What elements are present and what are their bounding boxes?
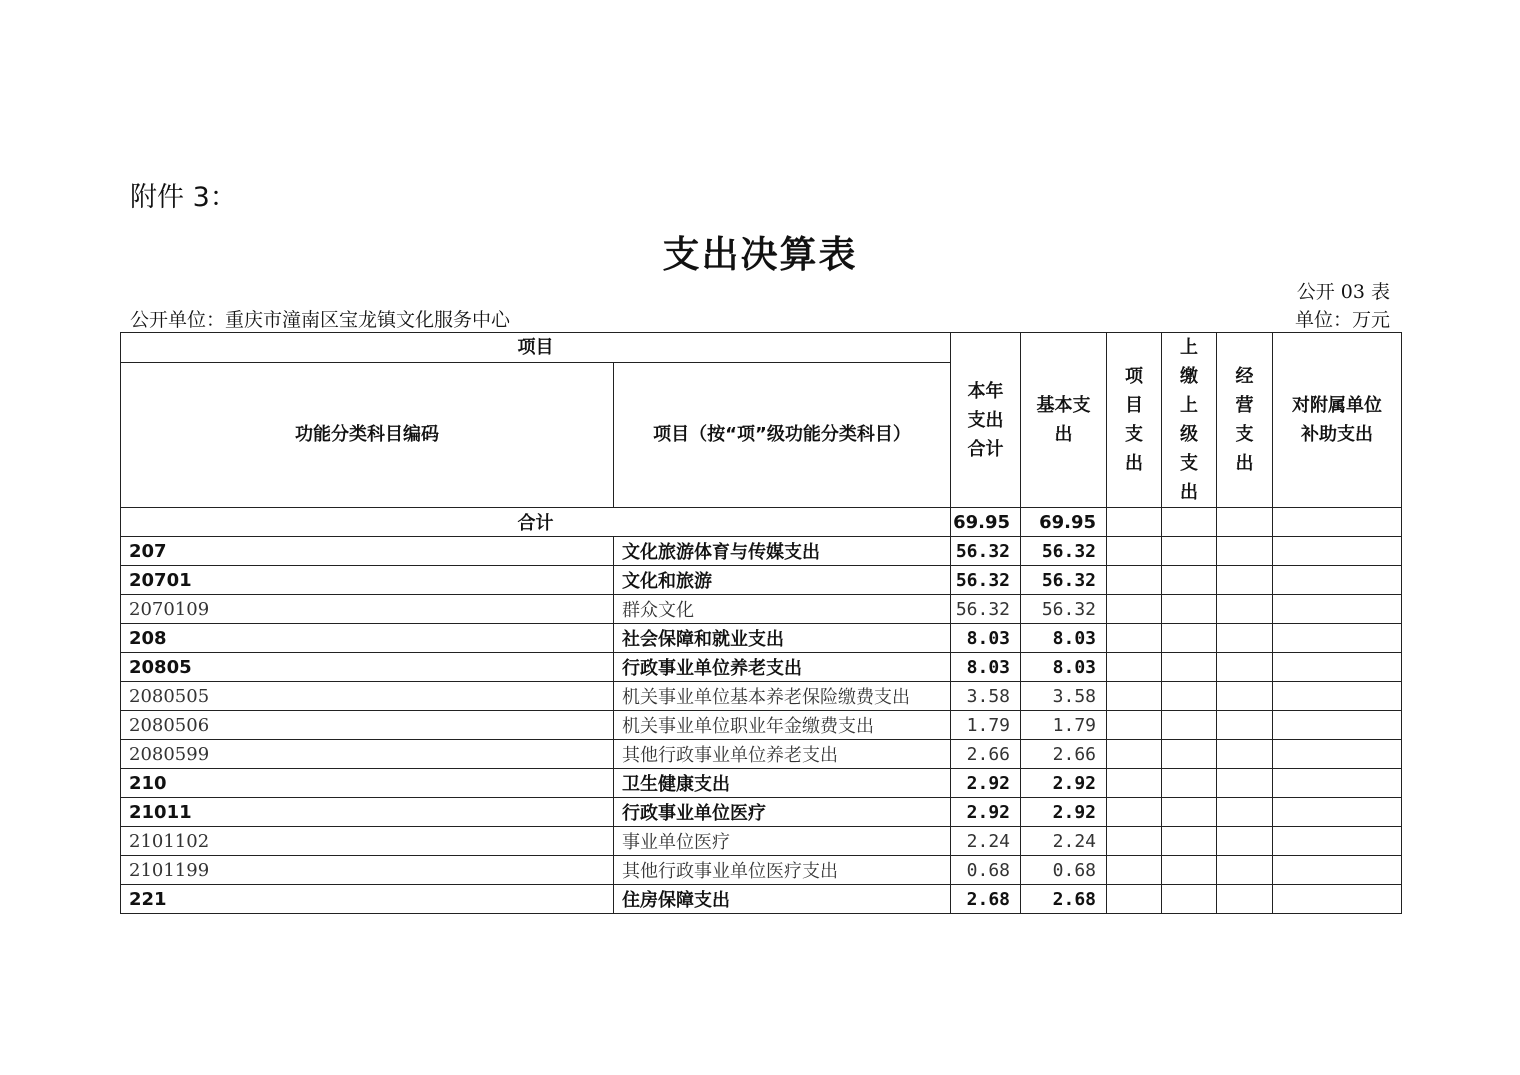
subsidy-amount-cell	[1273, 740, 1402, 769]
remit-amount-cell	[1162, 653, 1217, 682]
subsidy-amount-cell	[1273, 711, 1402, 740]
project-amount-cell	[1107, 711, 1162, 740]
business-amount-cell	[1217, 885, 1273, 914]
item-name-cell: 行政事业单位医疗	[614, 798, 951, 827]
item-name-cell: 行政事业单位养老支出	[614, 653, 951, 682]
basic-amount-cell: 56.32	[1021, 595, 1107, 624]
basic-amount-cell: 8.03	[1021, 624, 1107, 653]
header-business: 经营支出	[1217, 333, 1273, 508]
code-cell: 2080506	[121, 711, 614, 740]
table-row	[121, 682, 1402, 711]
item-name-cell: 社会保障和就业支出	[614, 624, 951, 653]
project-amount-cell	[1107, 595, 1162, 624]
basic-amount-cell: 56.32	[1021, 566, 1107, 595]
code-cell: 2101199	[121, 856, 614, 885]
expenditure-table	[120, 332, 1402, 914]
remit-amount-cell	[1162, 856, 1217, 885]
subsidy-amount-cell	[1273, 769, 1402, 798]
code-cell: 20701	[121, 566, 614, 595]
subsidy-amount-cell	[1273, 537, 1402, 566]
subsidy-amount-cell	[1273, 624, 1402, 653]
project-amount-cell	[1107, 537, 1162, 566]
header-code: 功能分类科目编码	[121, 363, 614, 508]
table-row	[121, 595, 1402, 624]
code-cell: 20805	[121, 653, 614, 682]
table-row	[121, 740, 1402, 769]
reporting-unit: 公开单位：重庆市潼南区宝龙镇文化服务中心	[130, 309, 511, 331]
header-project: 项目支出	[1107, 333, 1162, 508]
table-row	[121, 653, 1402, 682]
currency-unit: 单位：万元	[1294, 309, 1390, 331]
form-number: 公开 03 表	[1296, 281, 1390, 303]
basic-amount-cell: 3.58	[1021, 682, 1107, 711]
item-name-cell: 住房保障支出	[614, 885, 951, 914]
item-name-cell: 卫生健康支出	[614, 769, 951, 798]
project-amount-cell	[1107, 885, 1162, 914]
header-subsidy: 对附属单位补助支出	[1273, 333, 1402, 508]
remit-amount-cell	[1162, 798, 1217, 827]
subsidy-amount-cell	[1273, 798, 1402, 827]
total-amount-cell: 3.58	[951, 682, 1021, 711]
basic-amount-cell: 1.79	[1021, 711, 1107, 740]
code-cell: 2101102	[121, 827, 614, 856]
total-amount-cell: 2.24	[951, 827, 1021, 856]
remit-amount-cell	[1162, 566, 1217, 595]
basic-amount-cell: 2.66	[1021, 740, 1107, 769]
subsidy-amount-cell	[1273, 566, 1402, 595]
code-cell: 221	[121, 885, 614, 914]
total-amount-cell: 2.66	[951, 740, 1021, 769]
header-name: 项目（按“项”级功能分类科目）	[614, 363, 951, 508]
basic-amount-cell: 0.68	[1021, 856, 1107, 885]
basic-amount-cell: 2.92	[1021, 798, 1107, 827]
item-name-cell: 群众文化	[614, 595, 951, 624]
code-cell: 21011	[121, 798, 614, 827]
project-amount-cell	[1107, 769, 1162, 798]
total-amount-cell: 8.03	[951, 653, 1021, 682]
project-amount-cell	[1107, 682, 1162, 711]
remit-amount-cell	[1162, 740, 1217, 769]
remit-amount-cell	[1162, 537, 1217, 566]
code-cell: 2080599	[121, 740, 614, 769]
business-amount-cell	[1217, 566, 1273, 595]
total-amount-cell: 8.03	[951, 624, 1021, 653]
business-amount-cell	[1217, 798, 1273, 827]
basic-amount-cell: 2.68	[1021, 885, 1107, 914]
table-row	[121, 856, 1402, 885]
item-name-cell: 机关事业单位职业年金缴费支出	[614, 711, 951, 740]
business-amount-cell	[1217, 740, 1273, 769]
item-name-cell: 事业单位医疗	[614, 827, 951, 856]
subsidy-amount-cell	[1273, 682, 1402, 711]
page-title: 支出决算表	[662, 233, 858, 276]
item-name-cell: 其他行政事业单位医疗支出	[614, 856, 951, 885]
basic-amount-cell: 56.32	[1021, 537, 1107, 566]
business-amount-cell	[1217, 827, 1273, 856]
project-amount-cell	[1107, 566, 1162, 595]
project-amount-cell	[1107, 624, 1162, 653]
table-row	[121, 798, 1402, 827]
code-cell: 207	[121, 537, 614, 566]
business-amount-cell	[1217, 537, 1273, 566]
project-amount-cell	[1107, 653, 1162, 682]
total-label: 合计	[121, 508, 951, 537]
header-total: 本年支出合计	[951, 333, 1021, 508]
business-amount-cell	[1217, 653, 1273, 682]
total-amount: 69.95	[951, 508, 1021, 537]
remit-amount-cell	[1162, 769, 1217, 798]
item-name-cell: 文化旅游体育与传媒支出	[614, 537, 951, 566]
subsidy-amount-cell	[1273, 856, 1402, 885]
code-cell: 2070109	[121, 595, 614, 624]
table-row	[121, 711, 1402, 740]
remit-amount-cell	[1162, 827, 1217, 856]
business-amount-cell	[1217, 856, 1273, 885]
subsidy-amount-cell	[1273, 595, 1402, 624]
basic-amount-cell: 2.92	[1021, 769, 1107, 798]
business-amount-cell	[1217, 711, 1273, 740]
table-row	[121, 885, 1402, 914]
remit-amount-cell	[1162, 624, 1217, 653]
item-name-cell: 机关事业单位基本养老保险缴费支出	[614, 682, 951, 711]
total-amount-cell: 2.68	[951, 885, 1021, 914]
table-row	[121, 827, 1402, 856]
subsidy-amount-cell	[1273, 885, 1402, 914]
business-amount-cell	[1217, 595, 1273, 624]
subsidy-amount-cell	[1273, 653, 1402, 682]
code-cell: 210	[121, 769, 614, 798]
remit-amount-cell	[1162, 595, 1217, 624]
basic-amount-cell: 8.03	[1021, 653, 1107, 682]
attachment-label: 附件 3：	[130, 182, 237, 213]
business-amount-cell	[1217, 769, 1273, 798]
code-cell: 208	[121, 624, 614, 653]
table-row	[121, 566, 1402, 595]
total-amount-cell: 56.32	[951, 595, 1021, 624]
project-amount-cell	[1107, 827, 1162, 856]
project-amount-cell	[1107, 856, 1162, 885]
business-amount-cell	[1217, 682, 1273, 711]
header-item: 项目	[121, 333, 951, 363]
project-amount-cell	[1107, 798, 1162, 827]
remit-amount-cell	[1162, 682, 1217, 711]
header-remit: 上缴上级支出	[1162, 333, 1217, 508]
total-amount-cell: 2.92	[951, 798, 1021, 827]
item-name-cell: 其他行政事业单位养老支出	[614, 740, 951, 769]
project-amount-cell	[1107, 740, 1162, 769]
business-amount-cell	[1217, 624, 1273, 653]
remit-amount-cell	[1162, 711, 1217, 740]
total-amount-cell: 0.68	[951, 856, 1021, 885]
header-basic: 基本支出	[1021, 333, 1107, 508]
table-row	[121, 624, 1402, 653]
total-amount-cell: 56.32	[951, 566, 1021, 595]
total-amount-cell: 56.32	[951, 537, 1021, 566]
code-cell: 2080505	[121, 682, 614, 711]
subsidy-amount-cell	[1273, 827, 1402, 856]
total-basic: 69.95	[1021, 508, 1107, 537]
table-row	[121, 769, 1402, 798]
basic-amount-cell: 2.24	[1021, 827, 1107, 856]
table-row	[121, 537, 1402, 566]
item-name-cell: 文化和旅游	[614, 566, 951, 595]
total-amount-cell: 2.92	[951, 769, 1021, 798]
total-row	[121, 508, 1402, 537]
total-amount-cell: 1.79	[951, 711, 1021, 740]
remit-amount-cell	[1162, 885, 1217, 914]
